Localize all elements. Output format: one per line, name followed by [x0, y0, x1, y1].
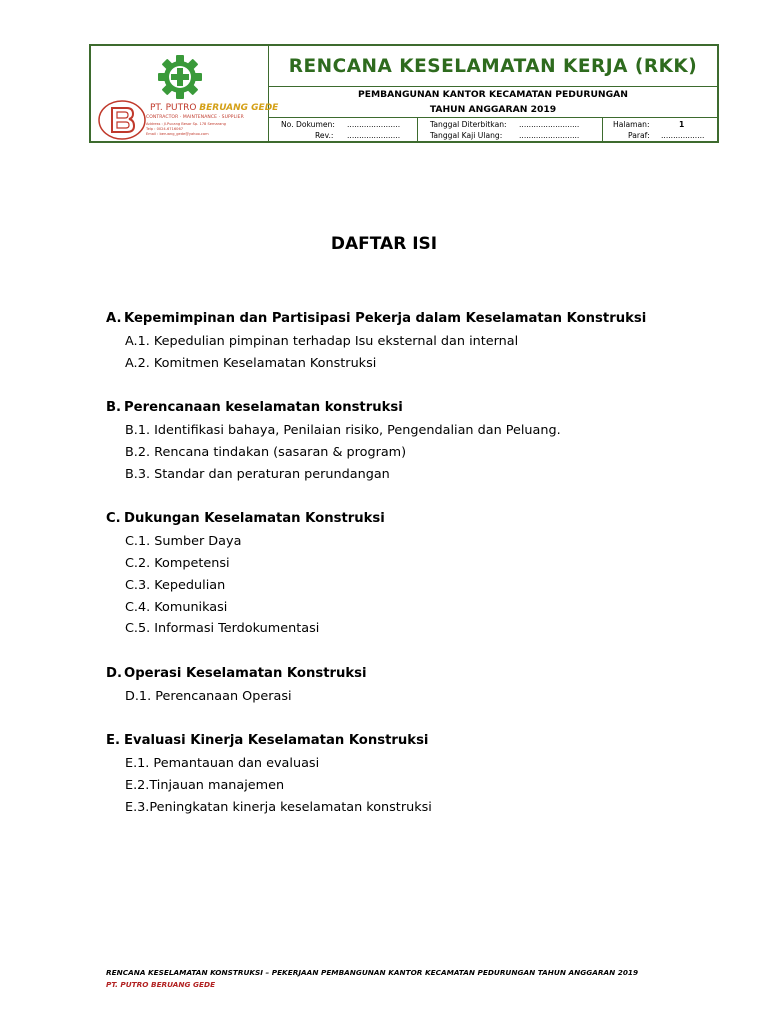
- toc-item: C.1. Sumber Daya: [125, 534, 242, 549]
- toc-item: A.1. Kepedulian pimpinan terhadap Isu eksternal dan internal: [125, 334, 519, 349]
- section-letter: C.: [106, 511, 121, 526]
- company-logo-icon: [97, 99, 147, 141]
- section-d-heading: [106, 666, 367, 681]
- toc-item: E.1. Pemantauan dan evaluasi: [125, 756, 320, 771]
- section-letter: D.: [106, 666, 122, 681]
- header-subtitle-cell: [269, 87, 717, 118]
- meta-doc-col: [269, 118, 418, 141]
- toc-item: B.1. Identifikasi bahaya, Penilaian risiko, Pengendalian dan Peluang.: [125, 423, 561, 438]
- document-header: [89, 44, 719, 143]
- section-letter: E.: [106, 733, 121, 748]
- document-title: DAFTAR ISI: [330, 234, 438, 254]
- section-title: Perencanaan keselamatan konstruksi: [124, 400, 403, 415]
- section-title: Evaluasi Kinerja Keselamatan Konstruksi: [124, 733, 429, 748]
- header-subtitle-line1: PEMBANGUNAN KANTOR KECAMATAN PEDURUNGAN: [358, 89, 628, 100]
- company-address: Address : Jl.Pucang Besar Sp. 178 Semarang: [146, 122, 226, 126]
- halaman-value: 1: [679, 120, 685, 129]
- toc-item: C.3. Kepedulian: [125, 578, 226, 593]
- toc-item: C.4. Komunikasi: [125, 600, 228, 615]
- meta-page-col: [603, 118, 717, 141]
- logo-cell: [91, 46, 279, 141]
- toc-item: C.5. Informasi Terdokumentasi: [125, 621, 320, 636]
- header-title-cell: [269, 46, 717, 87]
- rev-value: ......................: [347, 131, 401, 140]
- section-b-heading: [106, 400, 403, 415]
- no-dokumen-label: No. Dokumen:: [281, 120, 335, 129]
- section-title: Kepemimpinan dan Partisipasi Pekerja dalam Keselamatan Konstruksi: [124, 311, 647, 326]
- header-title: RENCANA KESELAMATAN KERJA (RKK): [288, 55, 698, 77]
- company-tagline: CONTRACTOR · MAINTENANCE · SUPPLIER: [146, 115, 244, 120]
- footer-document-line: RENCANA KESELAMATAN KONSTRUKSI – PEKERJAAN PEMBANGUNAN KANTOR KECAMATAN PEDURUNGAN TAHUN ANGGARAN 2019: [106, 968, 639, 977]
- section-letter: B.: [106, 400, 122, 415]
- toc-item: B.2. Rencana tindakan (sasaran & program): [125, 445, 407, 460]
- header-meta: [269, 118, 717, 141]
- section-e-heading: [106, 733, 428, 748]
- rev-label: Rev.:: [315, 131, 334, 140]
- section-a-heading: [106, 311, 646, 326]
- toc-item: E.2.Tinjauan manajemen: [125, 778, 285, 793]
- toc-item: B.3. Standar dan peraturan perundangan: [125, 467, 390, 482]
- tgl-kaji-value: .........................: [519, 131, 580, 140]
- section-title: Operasi Keselamatan Konstruksi: [124, 666, 367, 681]
- paraf-label: Paraf:: [628, 131, 650, 140]
- company-email: Email : beruang_gede@yahoo.com: [146, 132, 209, 136]
- meta-date-col: [418, 118, 603, 141]
- company-name: PT. PUTRO BERUANG GEDE: [150, 103, 279, 113]
- footer-company-line: PT. PUTRO BERUANG GEDE: [106, 980, 216, 989]
- halaman-label: Halaman:: [613, 120, 650, 129]
- tgl-kaji-label: Tanggal Kaji Ulang:: [430, 131, 503, 140]
- toc-item: A.2. Komitmen Keselamatan Konstruksi: [125, 356, 377, 371]
- safety-gear-icon: [157, 54, 203, 100]
- company-brand: [97, 99, 279, 141]
- header-subtitle-line2: TAHUN ANGGARAN 2019: [429, 104, 557, 115]
- paraf-value: ..................: [661, 131, 705, 140]
- tgl-terbit-value: .........................: [519, 120, 580, 129]
- toc-item: E.3.Peningkatan kinerja keselamatan konstruksi: [125, 800, 432, 815]
- tgl-terbit-label: Tanggal Diterbitkan:: [430, 120, 507, 129]
- toc-item: C.2. Kompetensi: [125, 556, 230, 571]
- section-letter: A.: [106, 311, 122, 326]
- toc-item: D.1. Perencanaan Operasi: [125, 689, 292, 704]
- no-dokumen-value: ......................: [347, 120, 401, 129]
- section-c-heading: [106, 511, 385, 526]
- company-phone: Telp : 0024-6716067: [146, 127, 184, 131]
- section-title: Dukungan Keselamatan Konstruksi: [124, 511, 385, 526]
